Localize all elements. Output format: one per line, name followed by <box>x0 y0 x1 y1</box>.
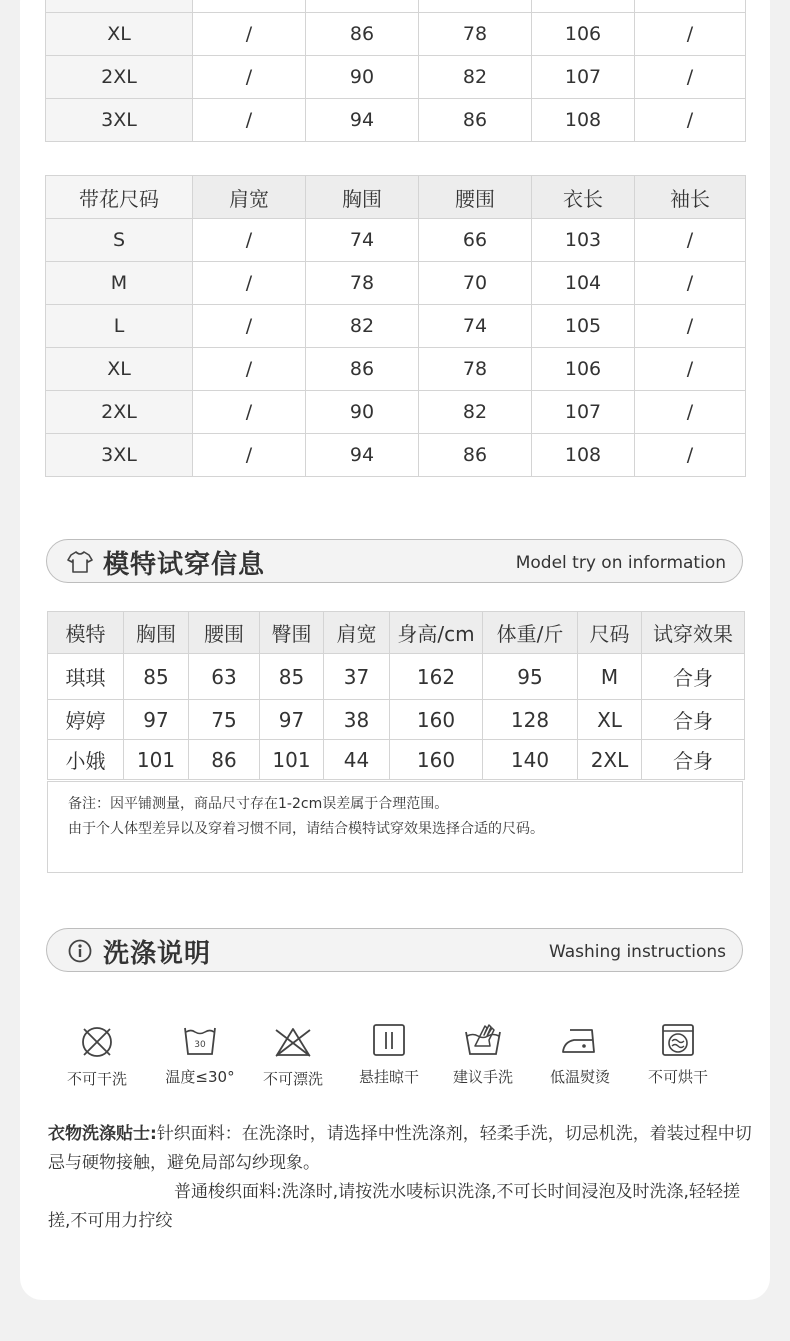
size-cell: XL <box>46 348 193 391</box>
wash-label: 不可漂洗 <box>262 1070 323 1088</box>
size-table <box>45 175 746 477</box>
chest-cell: 86 <box>306 348 419 391</box>
col-header-shoulder: 肩宽 <box>324 612 390 654</box>
wash-label: 建议手洗 <box>452 1068 513 1086</box>
chest-cell: 82 <box>306 305 419 348</box>
waist-cell: 86 <box>189 740 260 780</box>
size-cell: 2XL <box>46 56 193 99</box>
col-header-shoulder: 肩宽 <box>193 176 306 219</box>
tips-woven-text: 普通梭织面料:洗涤时,请按洗水唛标识洗涤,不可长时间浸泡及时洗涤,轻轻搓搓,不可用力拧绞 <box>48 1182 740 1231</box>
table-header-row <box>48 612 745 654</box>
tips-woven-paragraph <box>48 1178 754 1236</box>
chest-cell: 90 <box>306 56 419 99</box>
chest-cell: 85 <box>124 654 189 700</box>
table-row <box>46 434 746 477</box>
table-row <box>46 0 746 13</box>
washing-tips <box>48 1120 754 1236</box>
hip-cell: 97 <box>260 700 324 740</box>
length-cell: 106 <box>532 13 635 56</box>
shoulder-cell: / <box>193 13 306 56</box>
height-cell: 162 <box>390 654 483 700</box>
size-cell: 2XL <box>46 391 193 434</box>
weight-cell: 95 <box>483 654 578 700</box>
col-header-length: 衣长 <box>532 176 635 219</box>
wash-label: 悬挂晾干 <box>358 1068 419 1086</box>
no-dry-clean-icon <box>77 1022 117 1062</box>
sleeve-cell: / <box>635 13 746 56</box>
table-row <box>46 262 746 305</box>
length-cell: 105 <box>532 305 635 348</box>
sleeve-cell: / <box>635 391 746 434</box>
hip-cell: 101 <box>260 740 324 780</box>
shoulder-cell: / <box>193 391 306 434</box>
tshirt-icon <box>67 549 93 575</box>
shoulder-cell: / <box>193 262 306 305</box>
fit-cell: 合身 <box>642 740 745 780</box>
info-icon <box>67 938 93 964</box>
table-row <box>48 740 745 780</box>
shoulder-cell: 44 <box>324 740 390 780</box>
height-cell: 160 <box>390 700 483 740</box>
wash-item-hand-wash <box>438 1020 528 1087</box>
size-cell: XL <box>46 13 193 56</box>
chest-cell: 86 <box>306 13 419 56</box>
shoulder-cell: / <box>193 305 306 348</box>
col-header-fit: 试穿效果 <box>642 612 745 654</box>
wash-section-subtitle: Washing instructions <box>548 942 726 962</box>
tips-knit-text: 针织面料：在洗涤时，请选择中性洗涤剂，轻柔手洗，切忌机洗，着装过程中切忌与硬物接触，避免局部勾纱现象。 <box>48 1124 752 1173</box>
sleeve-cell: / <box>635 99 746 142</box>
table-row <box>46 305 746 348</box>
length-cell: 107 <box>532 56 635 99</box>
wash-section-header <box>46 928 743 972</box>
weight-cell: 140 <box>483 740 578 780</box>
model-name-cell: 小娥 <box>48 740 124 780</box>
waist-cell: 78 <box>419 348 532 391</box>
col-header-waist: 腰围 <box>189 612 260 654</box>
model-name-cell: 婷婷 <box>48 700 124 740</box>
waist-cell: 75 <box>189 700 260 740</box>
waist-cell: 82 <box>419 56 532 99</box>
chest-cell: 94 <box>306 434 419 477</box>
sleeve-cell: / <box>635 219 746 262</box>
wash-item-no-dry-clean <box>52 1022 142 1089</box>
col-header-weight: 体重/斤 <box>483 612 578 654</box>
note-line-1: 备注：因平铺测量，商品尺寸存在1-2cm误差属于合理范围。 <box>68 796 449 812</box>
sleeve-cell: / <box>635 56 746 99</box>
length-cell: 108 <box>532 99 635 142</box>
svg-text:30: 30 <box>194 1040 206 1050</box>
table-header-row <box>46 176 746 219</box>
table-row <box>48 654 745 700</box>
col-header-height: 身高/cm <box>390 612 483 654</box>
shoulder-cell: 37 <box>324 654 390 700</box>
shoulder-cell: / <box>193 99 306 142</box>
wash-section-title: 洗涤说明 <box>103 939 212 969</box>
size-cell: XL <box>578 700 642 740</box>
tips-knit-paragraph <box>48 1120 754 1178</box>
waist-cell: 78 <box>419 13 532 56</box>
col-header-chest: 胸围 <box>306 176 419 219</box>
wash-label: 不可干洗 <box>66 1070 127 1088</box>
wash-label: 低温熨烫 <box>549 1068 610 1086</box>
no-bleach-icon <box>273 1022 313 1062</box>
model-section-subtitle: Model try on information <box>515 553 726 573</box>
table-row <box>46 99 746 142</box>
wash-item-no-tumble-dry <box>633 1020 723 1087</box>
length-cell: 107 <box>532 391 635 434</box>
size-cell: 2XL <box>578 740 642 780</box>
chest-cell: 94 <box>306 99 419 142</box>
tips-heading: 衣物洗涤贴士: <box>48 1124 157 1144</box>
waist-cell: 63 <box>189 654 260 700</box>
sleeve-cell: / <box>635 305 746 348</box>
length-cell: 108 <box>532 434 635 477</box>
chest-cell: 78 <box>306 262 419 305</box>
col-header-size: 带花尺码 <box>46 176 193 219</box>
fit-cell: 合身 <box>642 654 745 700</box>
waist-cell: 82 <box>419 391 532 434</box>
table-row <box>46 56 746 99</box>
col-header-chest: 胸围 <box>124 612 189 654</box>
chest-cell: 74 <box>306 219 419 262</box>
col-header-model: 模特 <box>48 612 124 654</box>
size-cell: M <box>578 654 642 700</box>
shoulder-cell: / <box>193 56 306 99</box>
table-row <box>46 348 746 391</box>
wash-30-icon <box>180 1020 220 1060</box>
hang-dry-icon <box>369 1020 409 1060</box>
waist-cell: 70 <box>419 262 532 305</box>
model-section-header <box>46 539 743 583</box>
size-cell: M <box>46 262 193 305</box>
hand-wash-icon <box>463 1020 503 1060</box>
model-table <box>47 611 745 780</box>
chest-cell: 90 <box>306 391 419 434</box>
wash-label: 温度≤30° <box>165 1068 235 1086</box>
table-row <box>46 13 746 56</box>
chest-cell: 97 <box>124 700 189 740</box>
chest-cell: 101 <box>124 740 189 780</box>
wash-item-no-bleach <box>248 1022 338 1089</box>
height-cell: 160 <box>390 740 483 780</box>
shoulder-cell: / <box>193 348 306 391</box>
no-tumble-dry-icon <box>658 1020 698 1060</box>
wash-label: 不可烘干 <box>647 1068 708 1086</box>
wash-item-low-iron <box>535 1020 625 1087</box>
waist-cell: 86 <box>419 99 532 142</box>
sleeve-cell: / <box>635 262 746 305</box>
size-cell: 3XL <box>46 434 193 477</box>
col-header-waist: 腰围 <box>419 176 532 219</box>
shoulder-cell: / <box>193 434 306 477</box>
size-table-top <box>45 0 746 142</box>
waist-cell: 66 <box>419 219 532 262</box>
col-header-sleeve: 袖长 <box>635 176 746 219</box>
length-cell: 106 <box>532 348 635 391</box>
col-header-size: 尺码 <box>578 612 642 654</box>
sleeve-cell: / <box>635 348 746 391</box>
sleeve-cell: / <box>635 434 746 477</box>
low-iron-icon <box>560 1020 600 1060</box>
model-name-cell: 琪琪 <box>48 654 124 700</box>
table-row <box>48 700 745 740</box>
col-header-hip: 臀围 <box>260 612 324 654</box>
length-cell: 104 <box>532 262 635 305</box>
length-cell: 103 <box>532 219 635 262</box>
shoulder-cell: 38 <box>324 700 390 740</box>
size-cell: L <box>46 305 193 348</box>
fit-cell: 合身 <box>642 700 745 740</box>
size-note <box>47 781 743 873</box>
waist-cell: 86 <box>419 434 532 477</box>
waist-cell: 74 <box>419 305 532 348</box>
wash-item-30 <box>155 1020 245 1087</box>
note-line-2: 由于个人体型差异以及穿着习惯不同，请结合模特试穿效果选择合适的尺码。 <box>68 821 544 837</box>
model-section-title: 模特试穿信息 <box>103 550 266 580</box>
hip-cell: 85 <box>260 654 324 700</box>
shoulder-cell: / <box>193 219 306 262</box>
table-row <box>46 391 746 434</box>
table-row <box>46 219 746 262</box>
weight-cell: 128 <box>483 700 578 740</box>
wash-item-hang-dry <box>344 1020 434 1087</box>
size-cell: 3XL <box>46 99 193 142</box>
size-cell: S <box>46 219 193 262</box>
